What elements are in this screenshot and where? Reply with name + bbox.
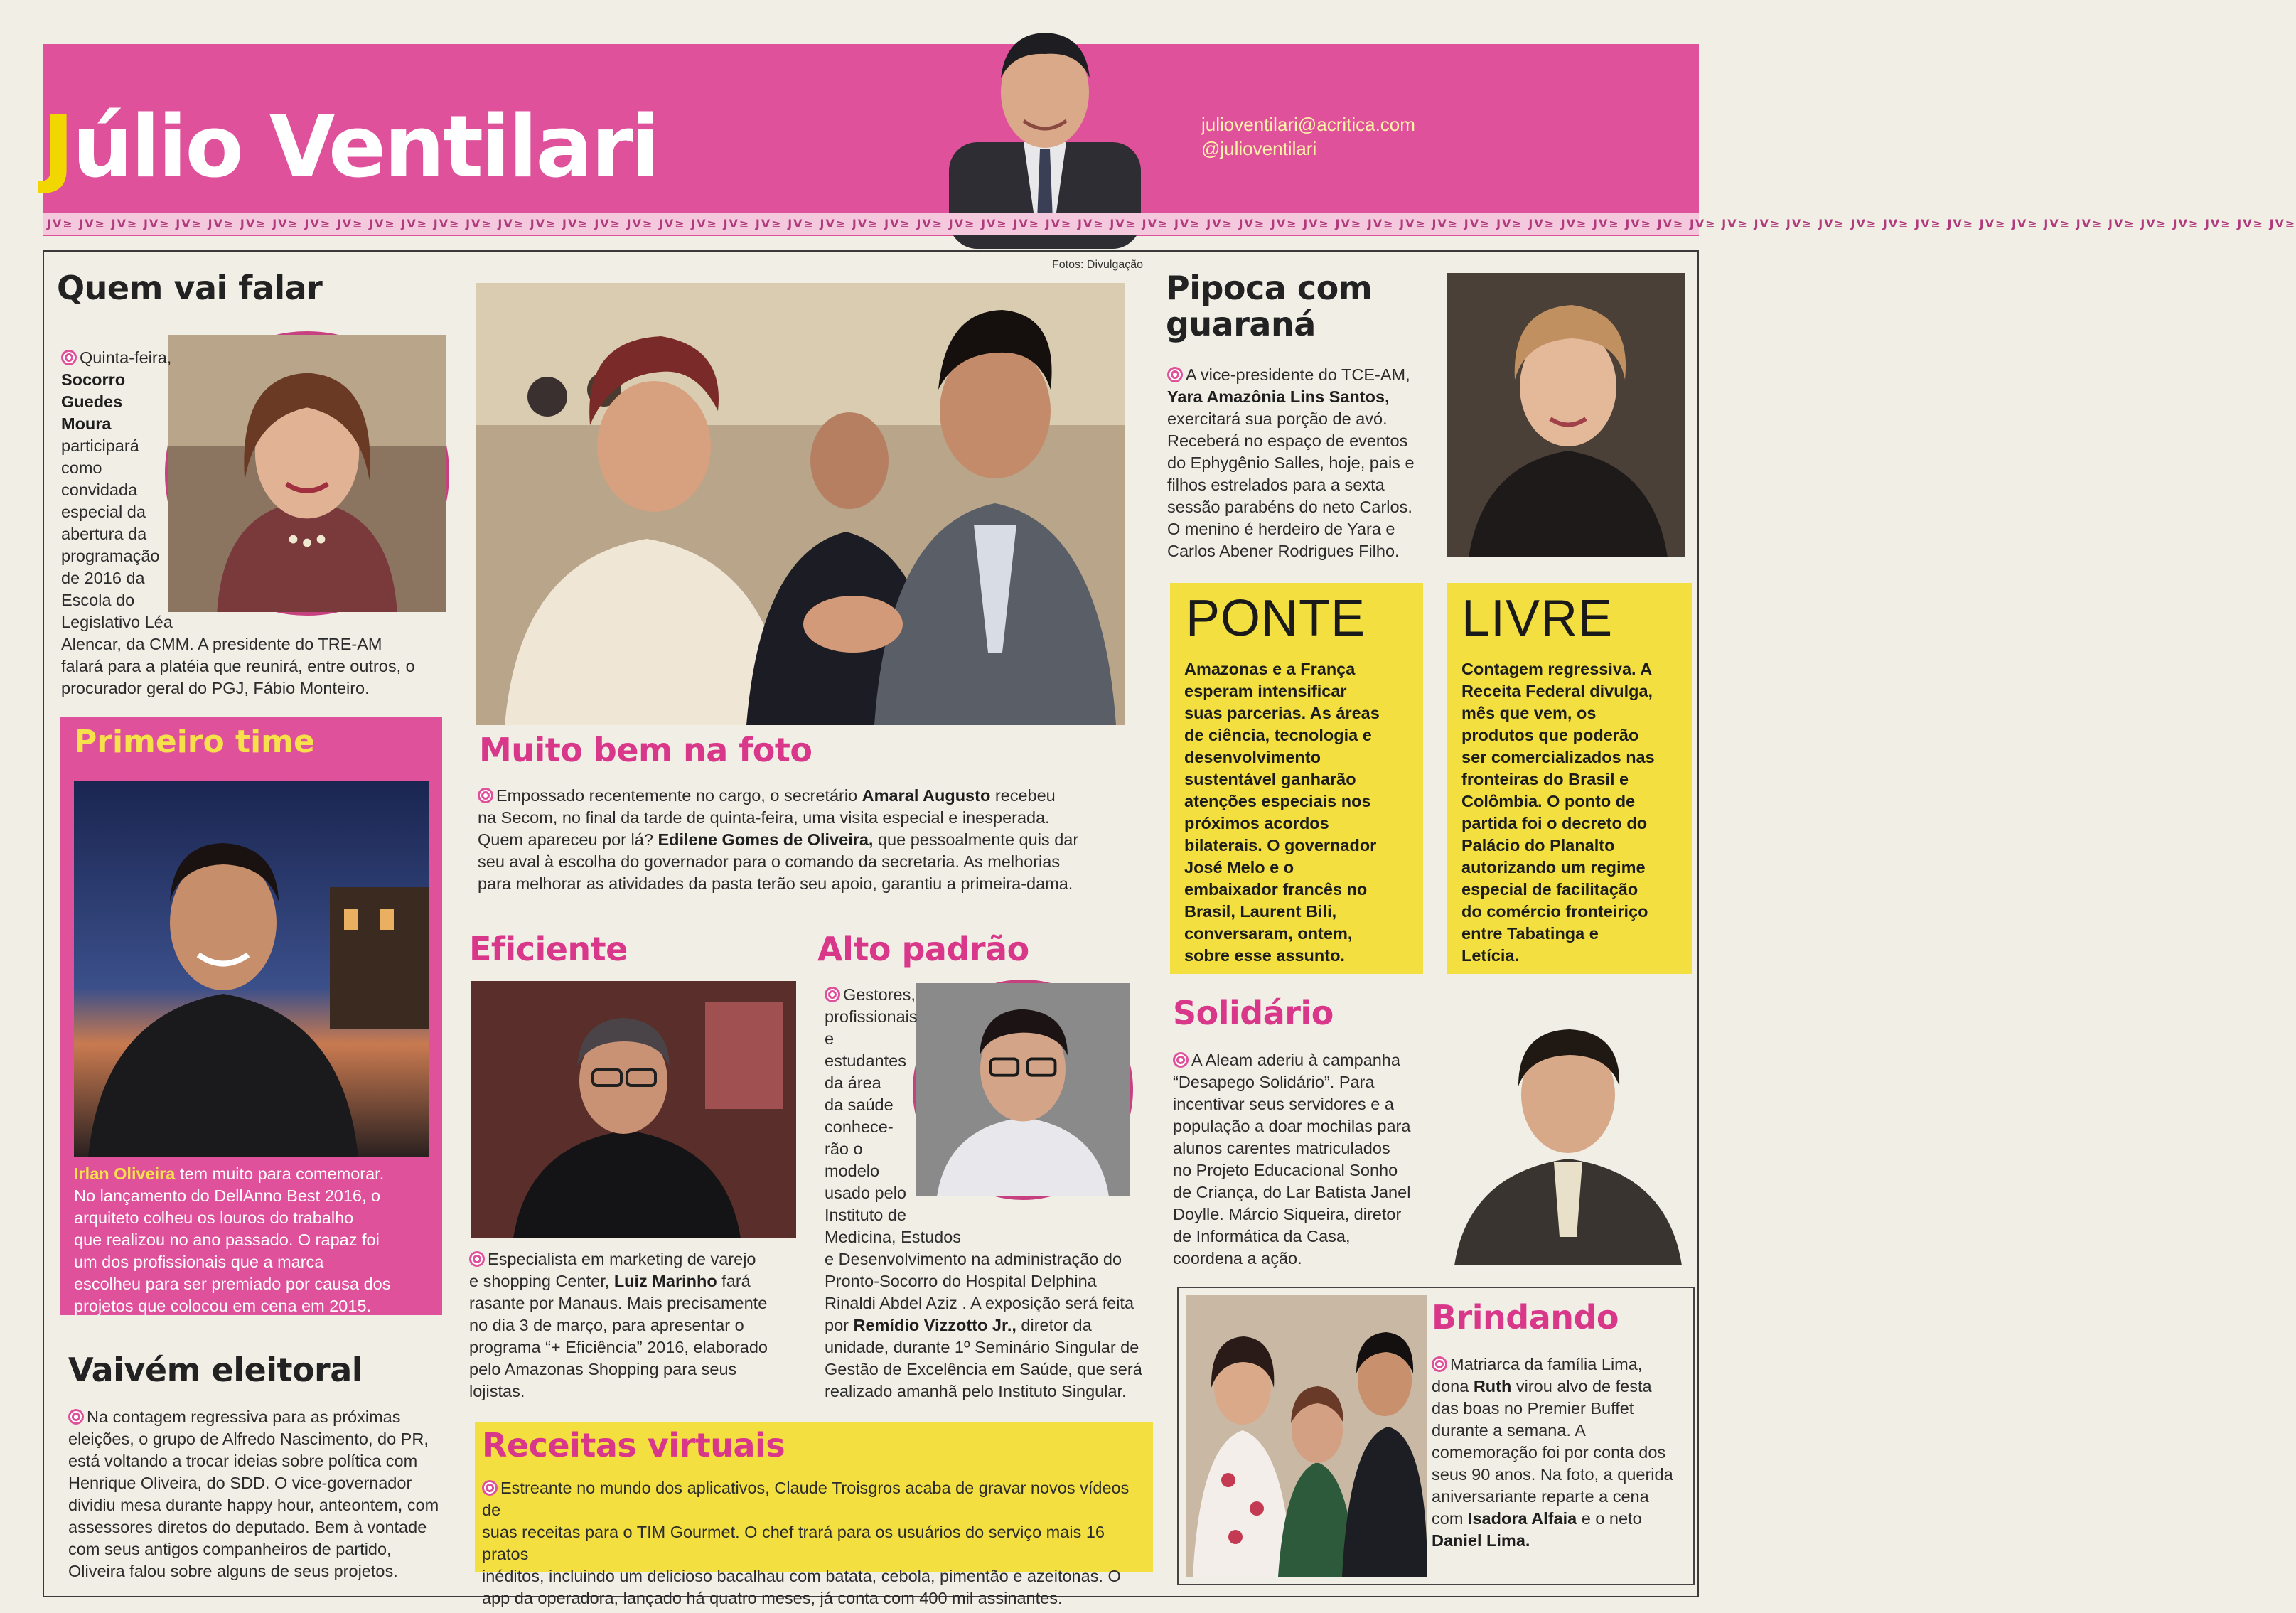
ponte-line: suas parcerias. As áreas bbox=[1184, 704, 1380, 722]
column-title-rest: úlio Ventilari bbox=[72, 98, 658, 197]
livre-line: produtos que poderão bbox=[1461, 726, 1639, 744]
livre-line: Palácio do Planalto bbox=[1461, 836, 1615, 854]
yara-santos-photo bbox=[1447, 273, 1685, 557]
ponte-line: conversaram, ontem, bbox=[1184, 924, 1353, 943]
article-livre bbox=[1461, 658, 1689, 967]
livre-line: Receita Federal divulga, bbox=[1461, 682, 1653, 700]
bullet-icon bbox=[825, 987, 840, 1002]
bullet-icon bbox=[68, 1409, 84, 1425]
email-link[interactable]: julioventilari@acritica.com bbox=[1201, 114, 1415, 135]
section-title-solidario: Solidário bbox=[1173, 994, 1334, 1032]
livre-line: ser comercializados nas bbox=[1461, 748, 1655, 766]
bullet-icon bbox=[1167, 367, 1183, 382]
ponte-line: próximos acordos bbox=[1184, 814, 1329, 832]
bullet-icon bbox=[1173, 1052, 1189, 1068]
ponte-line: bilaterais. O governador bbox=[1184, 836, 1377, 854]
livre-line: autorizando um regime bbox=[1461, 858, 1646, 877]
section-title-pipoca: Pipoca com guaraná bbox=[1166, 269, 1373, 343]
muito-bem-photo bbox=[476, 283, 1125, 725]
photo-credit: Fotos: Divulgação bbox=[1052, 259, 1144, 271]
article-vaivem: Na contagem regressiva para as próximas eleições, o grupo de Alfredo Nascimento, do PR, está voltando a trocar ideias sobre política com Henrique Oliveira, do SDD. O vice-governador dividiu mesa durante happy hour, anteontem, com assessores diretos do deputado. Bem à vontade com seus antigos companheiros de partido, Oliveira falou sobre alguns de seus projetos. bbox=[68, 1408, 439, 1580]
section-title-ponte: PONTE bbox=[1186, 590, 1366, 647]
livre-line: Contagem regressiva. A bbox=[1461, 660, 1653, 678]
ponte-line: sobre esse assunto. bbox=[1184, 946, 1345, 965]
section-title-muito-bem: Muito bem na foto bbox=[479, 731, 812, 769]
livre-line: entre Tabatinga e bbox=[1461, 924, 1599, 943]
section-title-eficiente: Eficiente bbox=[469, 930, 628, 968]
livre-line: especial de facilitação bbox=[1461, 880, 1638, 899]
ponte-line: Brasil, Laurent Bili, bbox=[1184, 902, 1337, 921]
bullet-icon bbox=[61, 350, 77, 365]
article-brindando: Matriarca da família Lima, dona Ruth virou alvo de festa das boas no Premier Buffet durante a semana. A comemoração foi por conta dos seus 90 anos. Na foto, a querida aniversariante reparte a cena com Isadora Alfaia e o neto Daniel Lima. bbox=[1432, 1355, 1673, 1550]
section-title-vaivem: Vaivém eleitoral bbox=[68, 1351, 363, 1389]
luiz-marinho-photo bbox=[471, 981, 796, 1238]
pattern-strip: JV≥ JV≥ JV≥ JV≥ JV≥ JV≥ JV≥ JV≥ JV≥ JV≥ JV≥ JV≥ JV≥ JV≥ JV≥ JV≥ JV≥ JV≥ JV≥ JV≥ JV≥ JV≥ JV≥ JV≥ JV≥ JV≥ JV≥ JV≥ JV≥ JV≥ JV≥ JV≥ JV≥ JV≥ JV≥ JV≥ JV≥ JV≥ JV≥ JV≥ JV≥ JV≥ JV≥ JV≥ JV≥ JV≥ JV≥ JV≥ JV≥ JV≥ JV≥ JV≥ JV≥ JV≥ JV≥ JV≥ JV≥ JV≥ JV≥ JV≥ JV≥ JV≥ JV≥ JV≥ JV≥ JV≥ JV≥ JV≥ JV≥ JV≥ bbox=[43, 213, 1699, 235]
article-quem-vai-falar: Quinta-feira, Socorro Guedes Moura participará como convidada especial da abertura da programação de 2016 da Escola do Legislativo Léa Alencar, da CMM. A presidente do TRE-AM falará para a platéia que reunirá, entre outros, o procurador geral do PGJ, Fábio Monteiro. bbox=[61, 348, 415, 697]
livre-line: Colômbia. O ponto de bbox=[1461, 792, 1636, 810]
section-title-receitas: Receitas virtuais bbox=[482, 1426, 785, 1464]
marcio-siqueira-photo bbox=[1440, 1002, 1695, 1265]
article-primeiro-time: Irlan Oliveira tem muito para comemorar. No lançamento do DellAnno Best 2016, o arquiteto colheu os louros do trabalho que realizou no ano passado. O rapaz foi um dos profissionais que a marca escolheu para ser premiado por causa dos projetos que colocou em cena em 2015. bbox=[74, 1164, 391, 1315]
article-ponte bbox=[1184, 658, 1419, 967]
livre-line: fronteiras do Brasil e bbox=[1461, 770, 1629, 788]
bullet-icon bbox=[1432, 1356, 1447, 1372]
section-title-livre: LIVRE bbox=[1461, 590, 1614, 647]
bullet-icon bbox=[482, 1480, 498, 1496]
ruth-lima-photo bbox=[1186, 1295, 1427, 1577]
ponte-line: embaixador francês no bbox=[1184, 880, 1368, 899]
irlan-oliveira-photo bbox=[74, 781, 429, 1157]
ponte-line: atenções especiais nos bbox=[1184, 792, 1371, 810]
bullet-icon bbox=[478, 788, 493, 803]
livre-line: partida foi o decreto do bbox=[1461, 814, 1648, 832]
section-title-quem-vai-falar: Quem vai falar bbox=[57, 269, 323, 307]
ponte-line: sustentável ganharão bbox=[1184, 770, 1356, 788]
bullet-icon bbox=[469, 1251, 485, 1267]
article-alto-padrao: Gestores, profissionais e estudantes da área da saúde conhece- rão o modelo usado pelo Instituto de Medicina, Estudos e Desenvolvimento na administração do Pronto-Socorro do Hospital Delphina Rinaldi Abdel Aziz . A exposição será feita por Remídio Vizzotto Jr., diretor da unidade, durante 1º Seminário Singular de Gestão de Excelência em Saúde, que será realizado amanhã pelo Instituto Singular. bbox=[825, 985, 1142, 1400]
article-pipoca: A vice-presidente do TCE-AM, Yara Amazônia Lins Santos, exercitará sua porção de avó. Receberá no espaço de eventos do Ephygênio Salles, hoje, pais e filhos estrelados para a sexta sessão parabéns do neto Carlos. O menino é herdeiro de Yara e Carlos Abener Rodrigues Filho. bbox=[1167, 365, 1415, 560]
section-title-alto-padrao: Alto padrão bbox=[817, 930, 1029, 968]
section-title-brindando: Brindando bbox=[1432, 1298, 1619, 1336]
social-handle[interactable]: @julioventilari bbox=[1201, 138, 1317, 159]
livre-line: mês que vem, os bbox=[1461, 704, 1597, 722]
ponte-line: de ciência, tecnologia e bbox=[1184, 726, 1372, 744]
ponte-line: Amazonas e a França bbox=[1184, 660, 1356, 678]
article-receitas: Estreante no mundo dos aplicativos, Claude Troisgros acaba de gravar novos vídeos de suas receitas para o TIM Gourmet. O chef trará para os usuários do serviço mais 16 pratos inéditos, incluindo um delicioso bacalhau com batata, cebola, pimentão e azeitonas. O app da operadora, lançado há quatro meses, já conta com 400 mil assinantes. bbox=[482, 1479, 1130, 1607]
contact-block bbox=[1201, 112, 1415, 161]
ponte-line: esperam intensificar bbox=[1184, 682, 1347, 700]
section-title-primeiro-time: Primeiro time bbox=[74, 724, 315, 760]
column-title-initial: J bbox=[43, 98, 73, 197]
livre-line: do comércio fronteiriço bbox=[1461, 902, 1648, 921]
article-muito-bem: Empossado recentemente no cargo, o secretário Amaral Augusto recebeu na Secom, no final da tarde de quinta-feira, uma visita especial e inesperada. Quem apareceu por lá? Edilene Gomes de Oliveira, que pessoalmente quis dar seu aval à escolha do governador para o comando da secretaria. As melhorias para melhorar as atividades da pasta terão seu apoio, garantiu a primeira-dama. bbox=[478, 786, 1079, 893]
ponte-line: José Melo e o bbox=[1184, 858, 1294, 877]
article-eficiente: Especialista em marketing de varejo e shopping Center, Luiz Marinho fará rasante por Manaus. Mais precisamente no dia 3 de março, para apresentar o programa “+ Eficiência” 2016, elaborado pelo Amazonas Shopping para seus lojistas. bbox=[469, 1250, 768, 1400]
ponte-line: desenvolvimento bbox=[1184, 748, 1321, 766]
article-solidario: A Aleam aderiu à campanha “Desapego Solidário”. Para incentivar seus servidores e a população a doar mochilas para alunos carentes matriculados no Projeto Educacional Sonho de Criança, do Lar Batista Janel Doylle. Márcio Siqueira, diretor de Informática da Casa, coordena a ação. bbox=[1173, 1051, 1411, 1268]
column-title bbox=[43, 98, 658, 197]
livre-line: Letícia. bbox=[1461, 946, 1519, 965]
